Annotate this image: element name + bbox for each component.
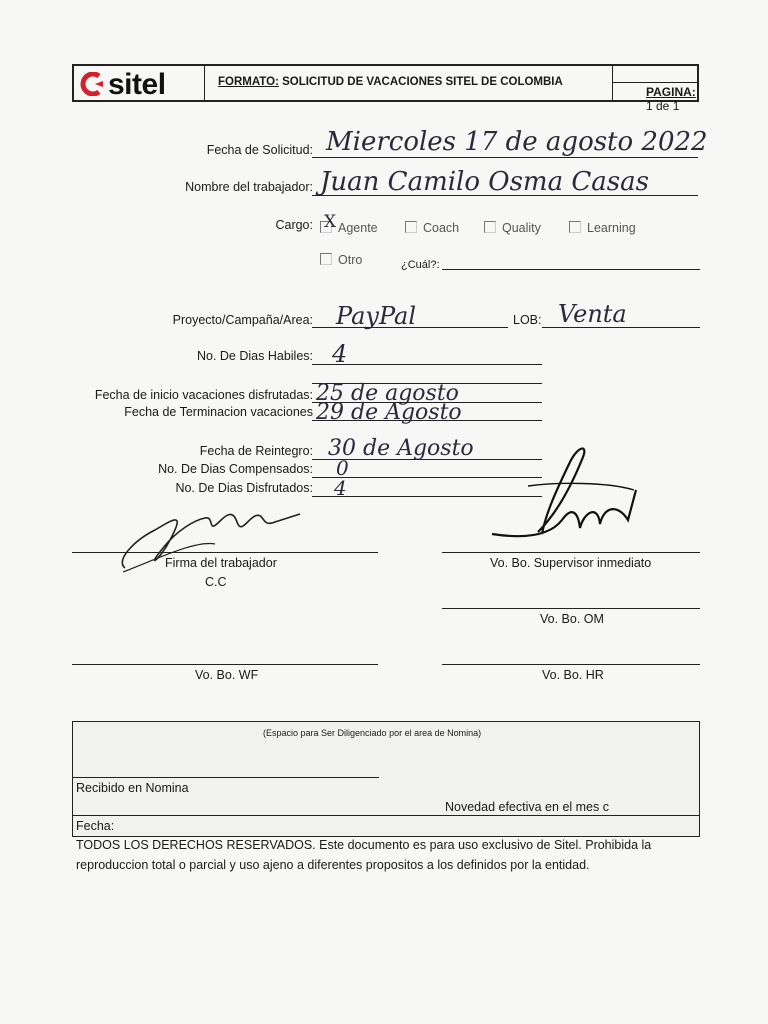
terminacion-label: Fecha de Terminacion vacaciones [124, 405, 313, 419]
logo-text: sitel [108, 68, 166, 101]
disfrutados-label: No. De Dias Disfrutados: [175, 481, 313, 495]
fecha-label[interactable]: Fecha: [76, 819, 115, 833]
nomina-box [72, 721, 700, 837]
check-mark: X [324, 212, 337, 232]
cargo-label: Cargo: [275, 218, 313, 232]
sitel-logo-icon [80, 72, 106, 96]
vobo-wf-label: Vo. Bo. WF [195, 668, 259, 682]
novedad-label: Novedad efectiva en el mes c [445, 800, 609, 814]
fecha-solicitud-label: Fecha de Solicitud: [206, 143, 313, 157]
nomina-note: (Espacio para Ser Diligenciado por el area de Nomina) [263, 728, 482, 738]
page-indicator: PAGINA: 1 de 1 [646, 85, 696, 113]
vobo-hr-line[interactable] [442, 664, 700, 665]
lob-value[interactable]: Venta [558, 300, 627, 328]
inicio-label: Fecha de inicio vacaciones disfrutadas: [94, 388, 313, 402]
firma-trabajador-line[interactable] [72, 552, 378, 553]
nombre-label: Nombre del trabajador: [185, 180, 313, 194]
checkbox-quality[interactable]: Quality [484, 221, 541, 235]
fecha-divider [73, 815, 699, 816]
firma-trabajador-label: Firma del trabajador [165, 556, 277, 570]
checkbox-learning[interactable]: Learning [569, 221, 636, 235]
page-cell [612, 66, 699, 113]
title-cell [204, 66, 613, 100]
dias-habiles-label: No. De Dias Habiles: [196, 349, 313, 363]
nombre-value[interactable]: Juan Camilo Osma Casas [320, 167, 649, 197]
recibido-label: Recibido en Nomina [76, 781, 189, 795]
checkbox-coach[interactable]: Coach [405, 221, 459, 235]
cc-label: C.C [205, 575, 227, 589]
vobo-supervisor-label: Vo. Bo. Supervisor inmediato [490, 556, 652, 570]
disfrutados-value[interactable]: 4 [334, 476, 347, 500]
compensados-label: No. De Dias Compensados: [158, 462, 313, 476]
footer-line-2: reproduccion total o parcial y uso ajeno a diferentes propositos a los definidos por la entidad. [76, 858, 590, 872]
reintegro-value[interactable]: 30 de Agosto [328, 436, 474, 461]
vobo-wf-line[interactable] [72, 664, 378, 665]
terminacion-value[interactable]: 29 de Agosto [316, 400, 462, 425]
cual-line[interactable] [442, 269, 700, 270]
checkbox-otro[interactable]: Otro [320, 253, 362, 267]
vobo-om-label: Vo. Bo. OM [540, 612, 604, 626]
recibido-line[interactable] [73, 777, 379, 778]
form-title: FORMATO: SOLICITUD DE VACACIONES SITEL DE COLOMBIA [218, 76, 563, 88]
lob-label: LOB: [513, 313, 542, 327]
inicio-value[interactable]: 25 de agosto [316, 381, 459, 406]
vobo-om-line[interactable] [442, 608, 700, 609]
fecha-solicitud-line [312, 157, 698, 158]
fecha-solicitud-value[interactable]: Miercoles 17 de agosto 2022 [326, 127, 708, 157]
supervisor-signature-icon [488, 442, 638, 542]
vobo-hr-label: Vo. Bo. HR [542, 668, 604, 682]
cual-label: ¿Cuál?: [401, 259, 440, 271]
footer-line-1: TODOS LOS DERECHOS RESERVADOS. Este documento es para uso exclusivo de Sitel. Prohibida la [76, 838, 652, 852]
vobo-supervisor-line[interactable] [442, 552, 700, 553]
form-header [72, 64, 699, 113]
reintegro-label: Fecha de Reintegro: [199, 444, 313, 458]
proyecto-label: Proyecto/Campaña/Area: [172, 313, 313, 327]
dias-habiles-value[interactable]: 4 [332, 340, 348, 368]
proyecto-value[interactable]: PayPal [336, 302, 416, 330]
logo-cell [74, 66, 205, 100]
checkbox-agente[interactable]: Agente [320, 221, 378, 235]
compensados-value[interactable]: 0 [336, 456, 349, 480]
